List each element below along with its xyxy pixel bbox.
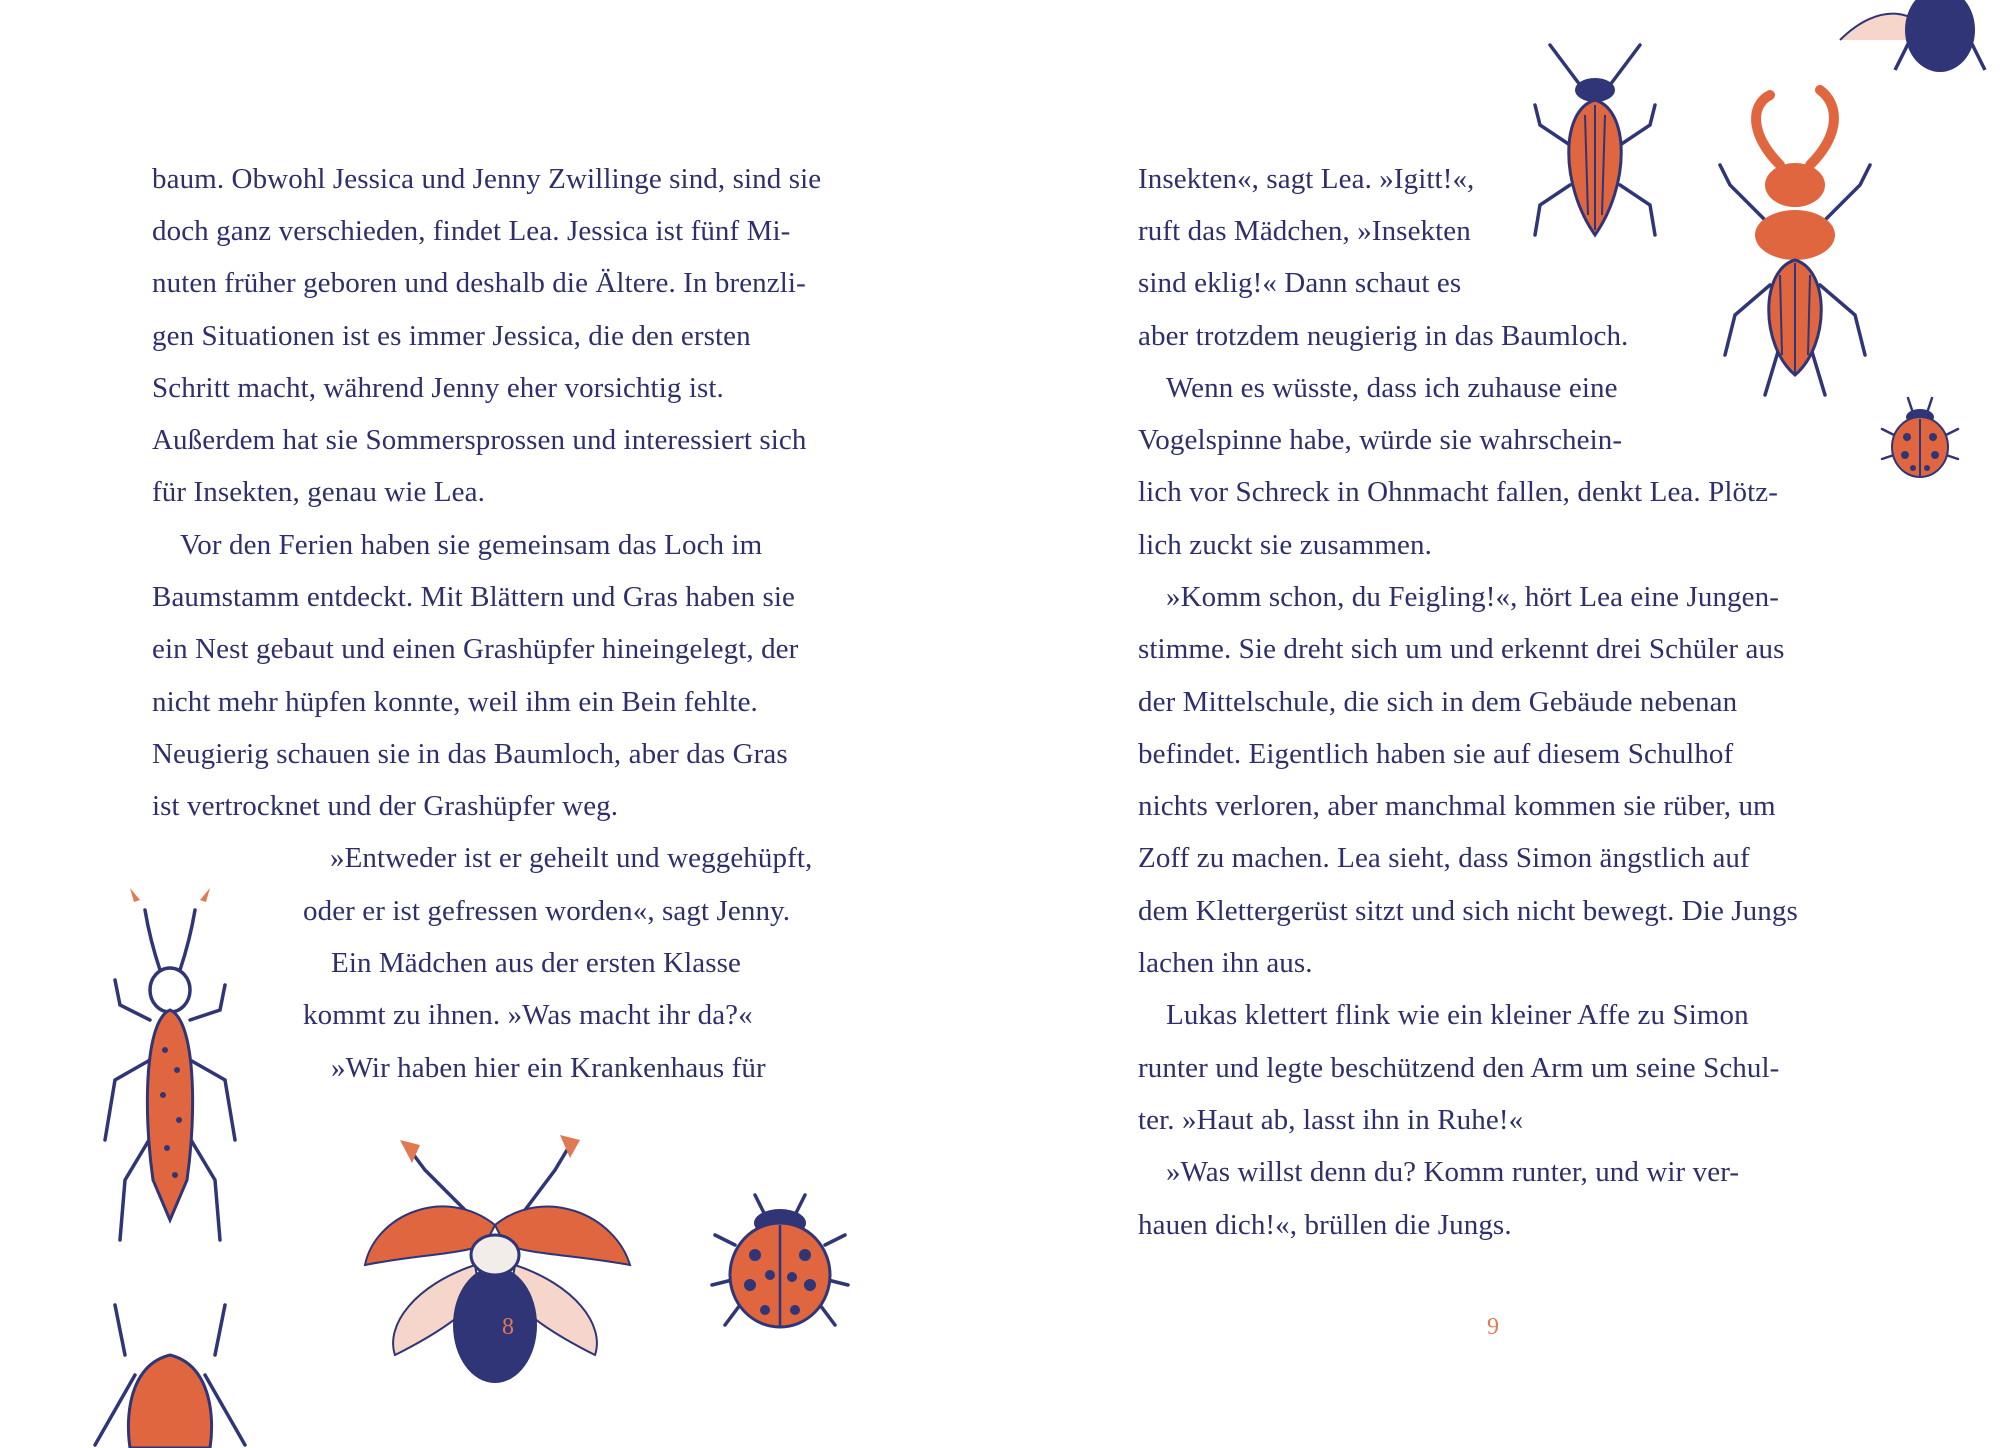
longhorn-beetle-icon (95, 880, 245, 1260)
text-line: Baumstamm entdeckt. Mit Blättern und Gras haben sie (152, 581, 795, 613)
text-line: Vogelspinne habe, würde sie wahrschein- (1138, 424, 1623, 456)
text-line: Vor den Ferien haben sie gemeinsam das Loch im (180, 529, 763, 561)
text-line: gen Situationen ist es immer Jessica, die den ersten (152, 320, 751, 352)
text-line: »Entweder ist er geheilt und weggehüpft, (330, 842, 813, 874)
water-beetle-icon (1530, 35, 1660, 245)
page-number: 9 (1487, 1314, 1499, 1340)
text-line: »Wir haben hier ein Krankenhaus für (331, 1052, 766, 1084)
text-line: dem Klettergerüst sitzt und sich nicht bewegt. Die Jungs (1138, 895, 1798, 927)
text-line: runter und legte beschützend den Arm um seine Schul- (1138, 1052, 1780, 1084)
flying-cockchafer-icon (355, 1125, 635, 1385)
text-line: ter. »Haut ab, lasst ihn in Ruhe!« (1138, 1104, 1524, 1136)
text-line: stimme. Sie dreht sich um und erkennt drei Schüler aus (1138, 633, 1785, 665)
page-number: 8 (502, 1314, 514, 1340)
text-line: ist vertrocknet und der Grashüpfer weg. (152, 790, 619, 822)
text-line: lich zuckt sie zusammen. (1138, 529, 1432, 561)
text-line: Zoff zu machen. Lea sieht, dass Simon ängstlich auf (1138, 842, 1750, 874)
text-line: aber trotzdem neugierig in das Baumloch. (1138, 320, 1629, 352)
text-line: hauen dich!«, brüllen die Jungs. (1138, 1209, 1512, 1241)
text-line: Ein Mädchen aus der ersten Klasse (331, 947, 741, 979)
text-line: ein Nest gebaut und einen Grashüpfer hineingelegt, der (152, 633, 799, 665)
text-line: oder er ist gefressen worden«, sagt Jenny. (303, 895, 791, 927)
ladybug-icon (1880, 395, 1960, 485)
text-line: »Komm schon, du Feigling!«, hört Lea eine Jungen- (1166, 581, 1779, 613)
text-line: Lukas klettert flink wie ein kleiner Affe zu Simon (1166, 999, 1749, 1031)
text-line: befindet. Eigentlich haben sie auf diesem Schulhof (1138, 738, 1734, 770)
text-line: für Insekten, genau wie Lea. (152, 476, 485, 508)
text-line: ruft das Mädchen, »Insekten (1138, 215, 1471, 247)
text-line: Schritt macht, während Jenny eher vorsichtig ist. (152, 372, 724, 404)
text-line: nuten früher geboren und deshalb die Ältere. In brenzli- (152, 267, 806, 299)
right-page (1000, 0, 2000, 1448)
text-line: Neugierig schauen sie in das Baumloch, aber das Gras (152, 738, 788, 770)
beetle-partial-icon (1820, 0, 2000, 80)
text-line: Wenn es wüsste, dass ich zuhause eine (1166, 372, 1618, 404)
text-line: Außerdem hat sie Sommersprossen und interessiert sich (152, 424, 807, 456)
text-line: doch ganz verschieden, findet Lea. Jessica ist fünf Mi- (152, 215, 791, 247)
text-line: nichts verloren, aber manchmal kommen sie rüber, um (1138, 790, 1776, 822)
text-line: lachen ihn aus. (1138, 947, 1313, 979)
text-line: baum. Obwohl Jessica und Jenny Zwillinge sind, sind sie (152, 163, 822, 195)
text-line: lich vor Schreck in Ohnmacht fallen, denkt Lea. Plötz- (1138, 476, 1778, 508)
text-line: kommt zu ihnen. »Was macht ihr da?« (303, 999, 753, 1031)
text-line: »Was willst denn du? Komm runter, und wir ver- (1166, 1156, 1740, 1188)
text-line: Insekten«, sagt Lea. »Igitt!«, (1138, 163, 1475, 195)
text-line: der Mittelschule, die sich in dem Gebäude nebenan (1138, 686, 1738, 718)
beetle-partial-icon (85, 1295, 255, 1448)
text-line: sind eklig!« Dann schaut es (1138, 267, 1462, 299)
text-line: nicht mehr hüpfen konnte, weil ihm ein Bein fehlte. (152, 686, 758, 718)
stag-beetle-icon (1710, 85, 1880, 405)
ladybug-icon (710, 1185, 850, 1335)
